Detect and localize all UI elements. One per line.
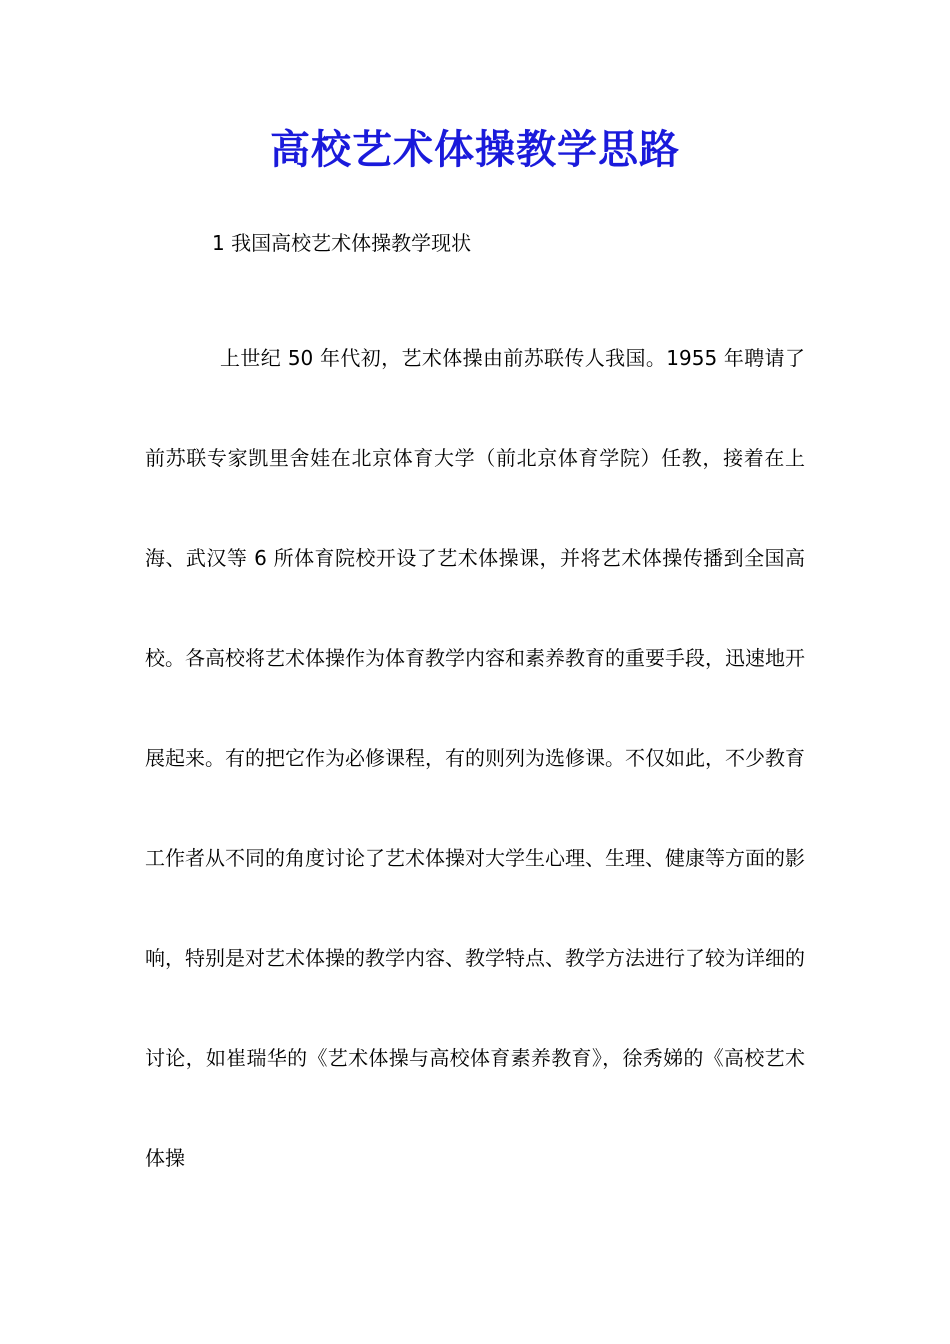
section-heading: 1 我国高校艺术体操教学现状: [212, 231, 472, 255]
body-paragraph: 上世纪 50 年代初，艺术体操由前苏联传人我国。1955 年聘请了前苏联专家凯里舍娃在北京体育大学（前北京体育学院）任教，接着在上海、武汉等 6 所体育院校开设了艺术体操课，并将艺术体操传播到全国高校。各高校将艺术体操作为体育教学内容和素养教育的重要手段，迅速地开展起来。有的把它作为必修课程，有的则列为选修课。不仅如此，不少教育工作者从不同的角度讨论了艺术体操对大学生心理、生理、健康等方面的影响，特别是对艺术体操的教学内容、教学特点、教学方法进行了较为详细的讨论，如崔瑞华的《艺术体操与高校体育素养教育》，徐秀娣的《高校艺术体操: [145, 346, 805, 1170]
document-title: 高校艺术体操教学思路: [270, 126, 680, 173]
